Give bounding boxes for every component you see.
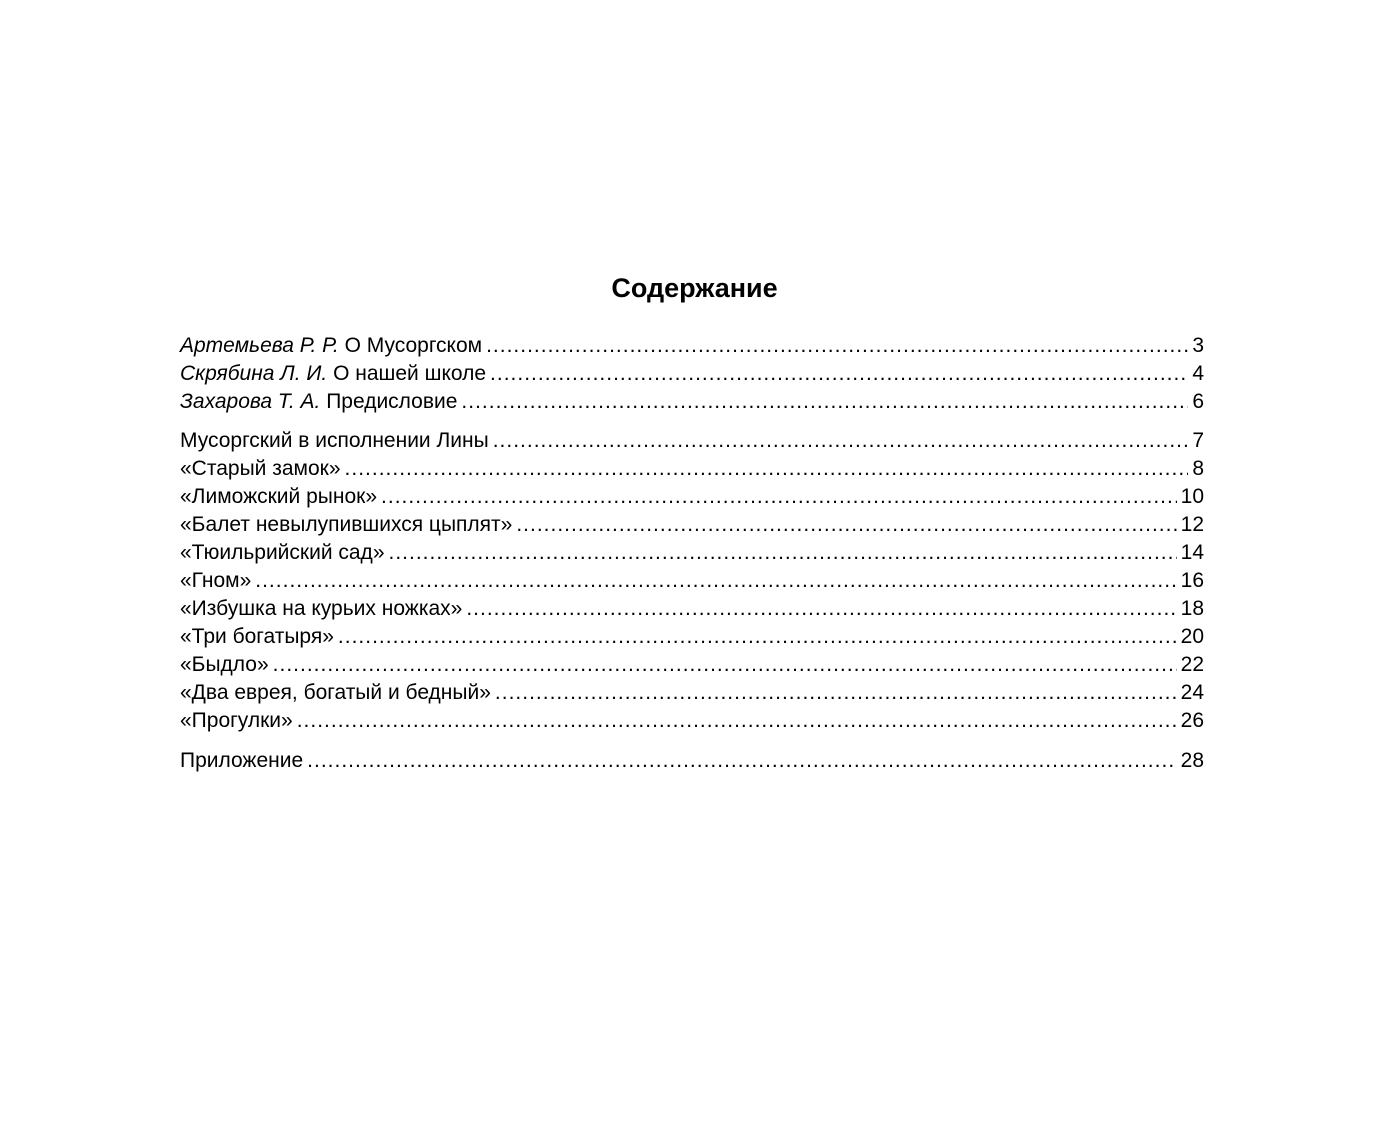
dot-leader [381,483,1177,511]
entry-title: «Прогулки» [180,709,293,732]
toc-entry-tuileries [180,539,1204,567]
entry-title: Предисловие [326,390,458,413]
toc-entry-bydlo [180,651,1204,679]
toc-entry-two-jews [180,679,1204,707]
dot-leader [255,567,1176,595]
toc-entry-old-castle [180,455,1204,483]
entry-page-number: 4 [1192,362,1204,385]
entry-title: «Старый замок» [180,457,341,480]
entry-page-number: 24 [1180,681,1204,704]
entry-page-number: 20 [1180,625,1204,648]
entry-page-number: 18 [1180,597,1204,620]
entry-title: «Два еврея, богатый и бедный» [180,681,491,704]
toc-entry-promenades [180,707,1204,735]
toc-entry-performance [180,427,1204,455]
entry-title: «Тюильрийский сад» [180,541,385,564]
entry-title: Мусоргский в исполнении Лины [180,429,489,452]
entry-title: «Три богатыря» [180,625,334,648]
dot-leader [495,679,1177,707]
toc-entry-hut [180,595,1204,623]
contents-heading: Содержание [611,273,778,303]
entry-page-number: 26 [1180,709,1204,732]
entry-author: Артемьева Р. Р. [180,334,339,357]
entry-page-number: 8 [1192,457,1204,480]
toc-entry-appendix [180,747,1204,775]
dot-leader [486,332,1188,360]
entry-title: «Гном» [180,569,252,592]
entry-page-number: 3 [1192,334,1204,357]
entry-page-number: 6 [1192,390,1204,413]
dot-leader [345,455,1189,483]
dot-leader [490,360,1188,388]
entry-title: О нашей школе [333,362,487,385]
toc-entry-chicks-ballet [180,511,1204,539]
dot-leader [493,427,1189,455]
dot-leader [461,388,1188,416]
entry-title: «Балет невылупившихся цыплят» [180,513,513,536]
toc-entry-bogatyrs [180,623,1204,651]
dot-leader [389,539,1177,567]
entry-page-number: 14 [1180,541,1204,564]
dot-leader [307,747,1176,775]
dot-leader [273,651,1177,679]
entry-page-number: 10 [1180,485,1204,508]
entry-title: «Избушка на курьих ножках» [180,597,463,620]
entry-page-number: 12 [1180,513,1204,536]
entry-author: Скрябина Л. И. [180,362,328,385]
entry-title: «Лиможский рынок» [180,485,378,508]
toc-entry-gnome [180,567,1204,595]
entry-author: Захарова Т. А. [180,390,321,413]
toc-entry-preface [180,388,1204,416]
entry-title: «Быдло» [180,653,269,676]
dot-leader [297,707,1177,735]
entry-title: О Мусоргском [344,334,483,357]
entry-title: Приложение [180,749,304,772]
dot-leader [516,511,1176,539]
toc-entry-school [180,360,1204,388]
entry-page-number: 28 [1180,749,1204,772]
toc-entry-limoges [180,483,1204,511]
dot-leader [338,623,1177,651]
entry-page-number: 22 [1180,653,1204,676]
dot-leader [466,595,1176,623]
entry-page-number: 16 [1180,569,1204,592]
entry-page-number: 7 [1192,429,1204,452]
toc-entry-mussorgsky-essay [180,332,1204,360]
